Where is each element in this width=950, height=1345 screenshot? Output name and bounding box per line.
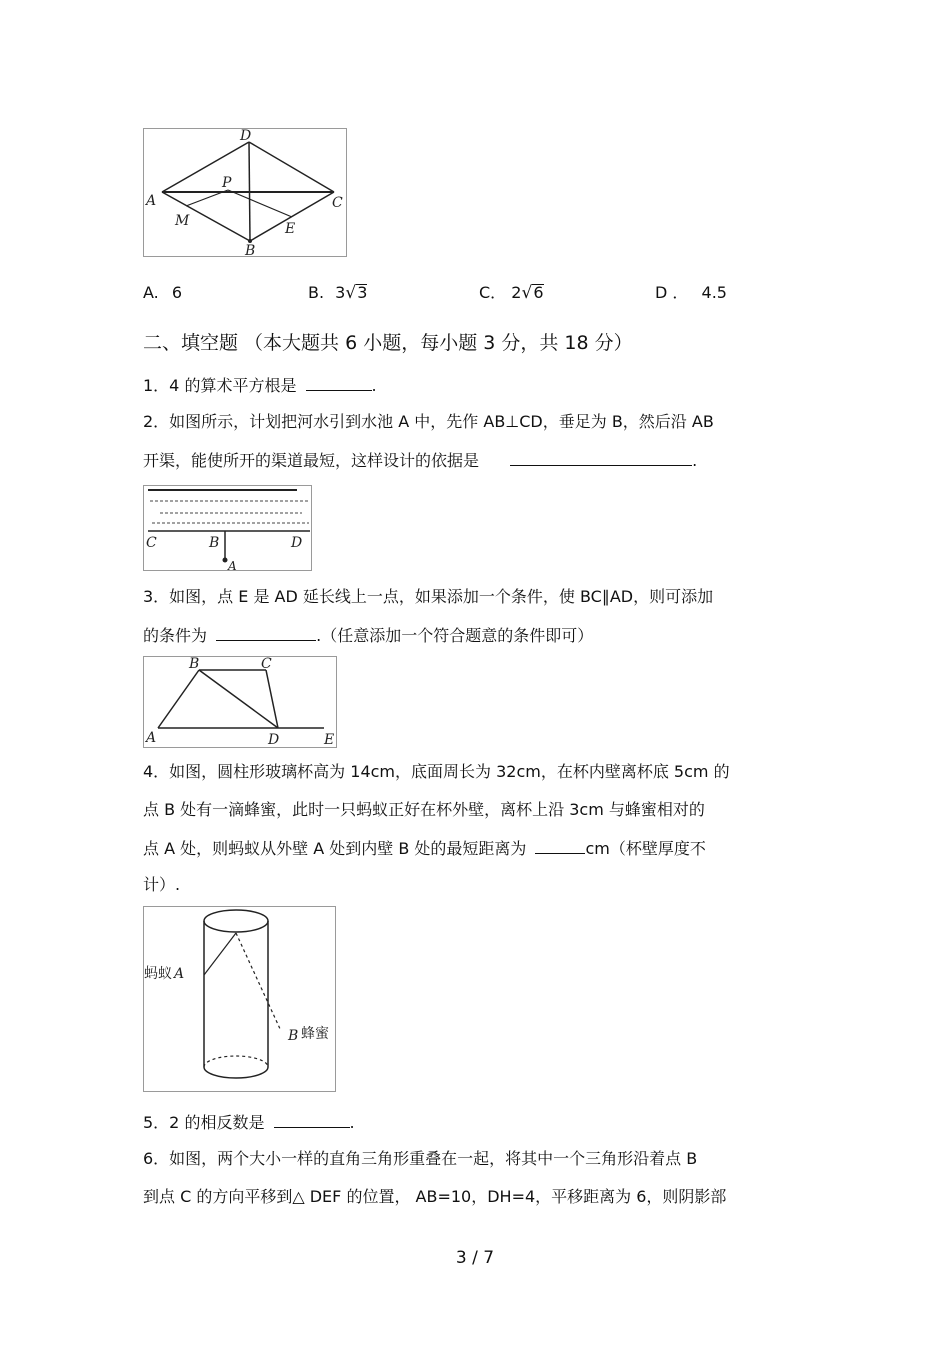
cylinder-bottom-back bbox=[204, 1056, 268, 1067]
option-b bbox=[308, 282, 367, 304]
rhombus-diagram bbox=[144, 129, 348, 258]
label-e: E bbox=[324, 732, 335, 748]
option-b-radicand: 3 bbox=[357, 283, 368, 302]
question-4-line-1: 4．如图，圆柱形玻璃杯高为 14cm，底面周长为 32cm，在杯内壁离杯底 5cm 的 bbox=[143, 762, 730, 781]
segment-cd bbox=[266, 670, 278, 728]
cylinder-top bbox=[204, 910, 268, 932]
segment-pe bbox=[228, 190, 292, 217]
sqrt-icon: √ bbox=[521, 283, 533, 303]
path-rim-to-honey bbox=[236, 933, 281, 1031]
label-b: B bbox=[209, 535, 220, 551]
figure-cylinder bbox=[143, 906, 336, 1092]
option-a bbox=[143, 282, 182, 304]
option-c-coef: 2 bbox=[511, 283, 522, 302]
question-4-line-4: 计）. bbox=[143, 875, 181, 894]
pool-a-dot bbox=[223, 558, 228, 563]
figure-trapezoid bbox=[143, 656, 337, 748]
segment-ab bbox=[158, 670, 199, 728]
q3-text: 的条件为 bbox=[143, 626, 208, 645]
ant-point-label: A bbox=[174, 966, 185, 982]
q3-answer-blank[interactable] bbox=[216, 624, 316, 641]
q4-unit: cm（杯壁厚度不 bbox=[585, 839, 706, 858]
diagonal-db bbox=[249, 142, 250, 241]
figure-river bbox=[143, 485, 312, 571]
label-d: D bbox=[240, 129, 252, 144]
segment-dc bbox=[249, 142, 334, 192]
label-p: P bbox=[222, 175, 232, 191]
label-b: B bbox=[245, 243, 256, 258]
option-d-value: 4.5 bbox=[701, 283, 727, 302]
question-6-line-1: 6．如图，两个大小一样的直角三角形重叠在一起，将其中一个三角形沿着点 B bbox=[143, 1149, 698, 1168]
page-number: 3 / 7 bbox=[455, 1248, 495, 1268]
q1-text: 1．4 的算术平方根是 bbox=[143, 376, 297, 395]
question-4-line-3 bbox=[143, 837, 706, 860]
label-d: D bbox=[268, 732, 280, 748]
q2-text: 开渠，能使所开的渠道最短，这样设计的依据是 bbox=[143, 451, 480, 470]
segment-bd bbox=[199, 670, 278, 728]
option-d-letter: D ． bbox=[655, 283, 689, 302]
label-c: C bbox=[332, 195, 343, 211]
q2-answer-blank[interactable] bbox=[510, 449, 692, 466]
sqrt-icon: √ bbox=[345, 283, 357, 303]
ant-label: 蚂蚁 bbox=[144, 966, 172, 982]
honey-label: 蜂蜜 bbox=[301, 1026, 329, 1042]
q4-answer-blank[interactable] bbox=[535, 837, 585, 854]
question-3-line-1: 3．如图，点 E 是 AD 延长线上一点，如果添加一个条件，使 BC∥AD，则可添加 bbox=[143, 587, 714, 606]
label-c: C bbox=[261, 657, 272, 672]
q3-end: .（任意添加一个符合题意的条件即可） bbox=[316, 626, 594, 645]
label-a: A bbox=[228, 559, 237, 572]
label-a: A bbox=[146, 193, 157, 209]
figure-rhombus bbox=[143, 128, 347, 257]
label-c: C bbox=[146, 535, 157, 551]
question-3-line-2 bbox=[143, 624, 593, 647]
question-2-line-1: 2．如图所示，计划把河水引到水池 A 中，先作 AB⊥CD，垂足为 B，然后沿 AB bbox=[143, 412, 714, 431]
label-a: A bbox=[146, 730, 157, 746]
label-d: D bbox=[291, 535, 303, 551]
q5-end: . bbox=[349, 1113, 355, 1132]
option-c-radicand: 6 bbox=[533, 283, 544, 302]
q2-end: . bbox=[692, 451, 698, 470]
cylinder-diagram bbox=[144, 907, 337, 1093]
q5-answer-blank[interactable] bbox=[274, 1111, 350, 1128]
option-b-coef: 3 bbox=[335, 283, 346, 302]
segment-ad bbox=[162, 142, 249, 192]
trapezoid-diagram bbox=[144, 657, 338, 749]
label-b: B bbox=[189, 657, 200, 672]
question-6-line-2: 到点 C 的方向平移到△ DEF 的位置， AB=10，DH=4，平移距离为 6，则阴影部 bbox=[143, 1187, 727, 1206]
option-b-letter: B. bbox=[308, 283, 325, 302]
question-2-line-2 bbox=[143, 449, 697, 472]
option-d bbox=[655, 282, 727, 304]
label-e: E bbox=[285, 221, 296, 237]
path-ant-to-rim bbox=[204, 933, 236, 975]
option-c-letter: C． bbox=[479, 283, 507, 302]
option-c bbox=[479, 282, 544, 304]
river-diagram bbox=[144, 486, 313, 572]
honey-point-label: B bbox=[288, 1028, 299, 1044]
question-4-line-2: 点 B 处有一滴蜂蜜，此时一只蚂蚁正好在杯外壁，离杯上沿 3cm 与蜂蜜相对的 bbox=[143, 800, 705, 819]
cylinder-bottom-front bbox=[204, 1067, 268, 1078]
q1-end: . bbox=[371, 376, 377, 395]
q4-text: 点 A 处，则蚂蚁从外壁 A 处到内壁 B 处的最短距离为 bbox=[143, 839, 527, 858]
q1-answer-blank[interactable] bbox=[306, 374, 372, 391]
section-heading: 二、填空题 （本大题共 6 小题，每小题 3 分，共 18 分） bbox=[143, 332, 633, 354]
label-m: M bbox=[175, 213, 190, 229]
question-5 bbox=[143, 1111, 355, 1134]
option-a-letter: A. bbox=[143, 283, 159, 302]
question-1 bbox=[143, 374, 377, 397]
q5-text: 5．2 的相反数是 bbox=[143, 1113, 265, 1132]
option-a-value: 6 bbox=[171, 283, 183, 302]
